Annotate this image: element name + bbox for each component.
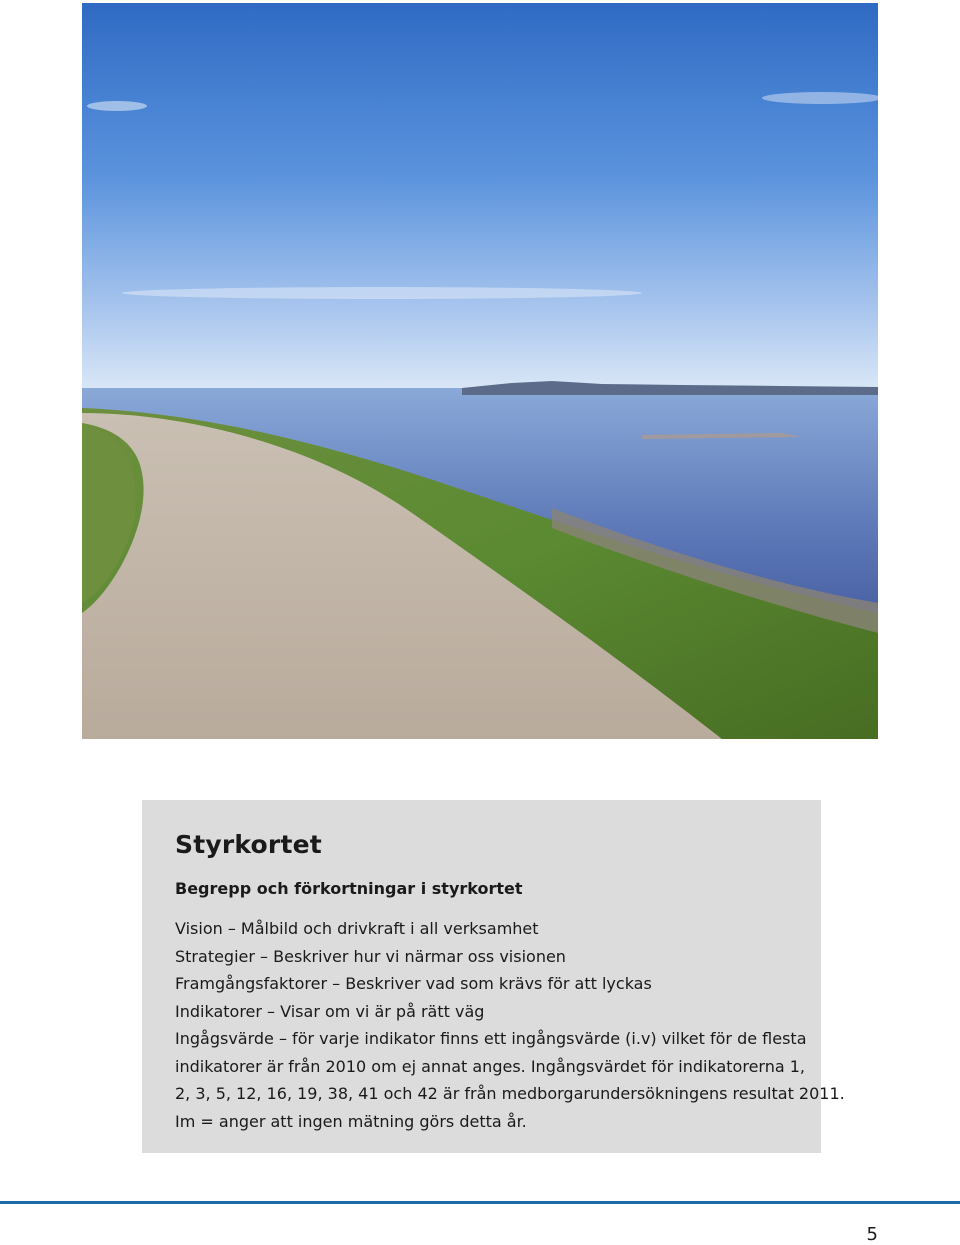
- landscape-photo-lake-path-icon: [82, 3, 878, 739]
- box-title: Styrkortet: [175, 830, 322, 859]
- note-line: Im = anger att ingen mätning görs detta år.: [175, 1111, 527, 1131]
- note-line: indikatorer är från 2010 om ej annat anges. Ingångsvärdet för indikatorerna 1,: [175, 1056, 805, 1076]
- note-line: 2, 3, 5, 12, 16, 19, 38, 41 och 42 är från medborgarundersökningens resultat 2011.: [175, 1084, 845, 1103]
- definition-item: Strategier – Beskriver hur vi närmar oss visionen: [175, 946, 566, 966]
- box-subtitle: Begrepp och förkortningar i styrkortet: [175, 879, 523, 898]
- page-number: 5: [866, 1224, 878, 1245]
- footer-rule: [0, 1201, 960, 1204]
- note-line: Ingågsvärde – för varje indikator finns ett ingångsvärde (i.v) vilket för de flesta: [175, 1029, 807, 1048]
- definitions-list: [175, 915, 845, 1135]
- definition-item: Framgångsfaktorer – Beskriver vad som krävs för att lyckas: [175, 974, 652, 993]
- definition-item: Vision – Målbild och drivkraft i all verksamhet: [175, 919, 539, 938]
- landscape-photo: [82, 3, 878, 739]
- definition-item: Indikatorer – Visar om vi är på rätt väg: [175, 1001, 485, 1021]
- info-box: [142, 800, 845, 1153]
